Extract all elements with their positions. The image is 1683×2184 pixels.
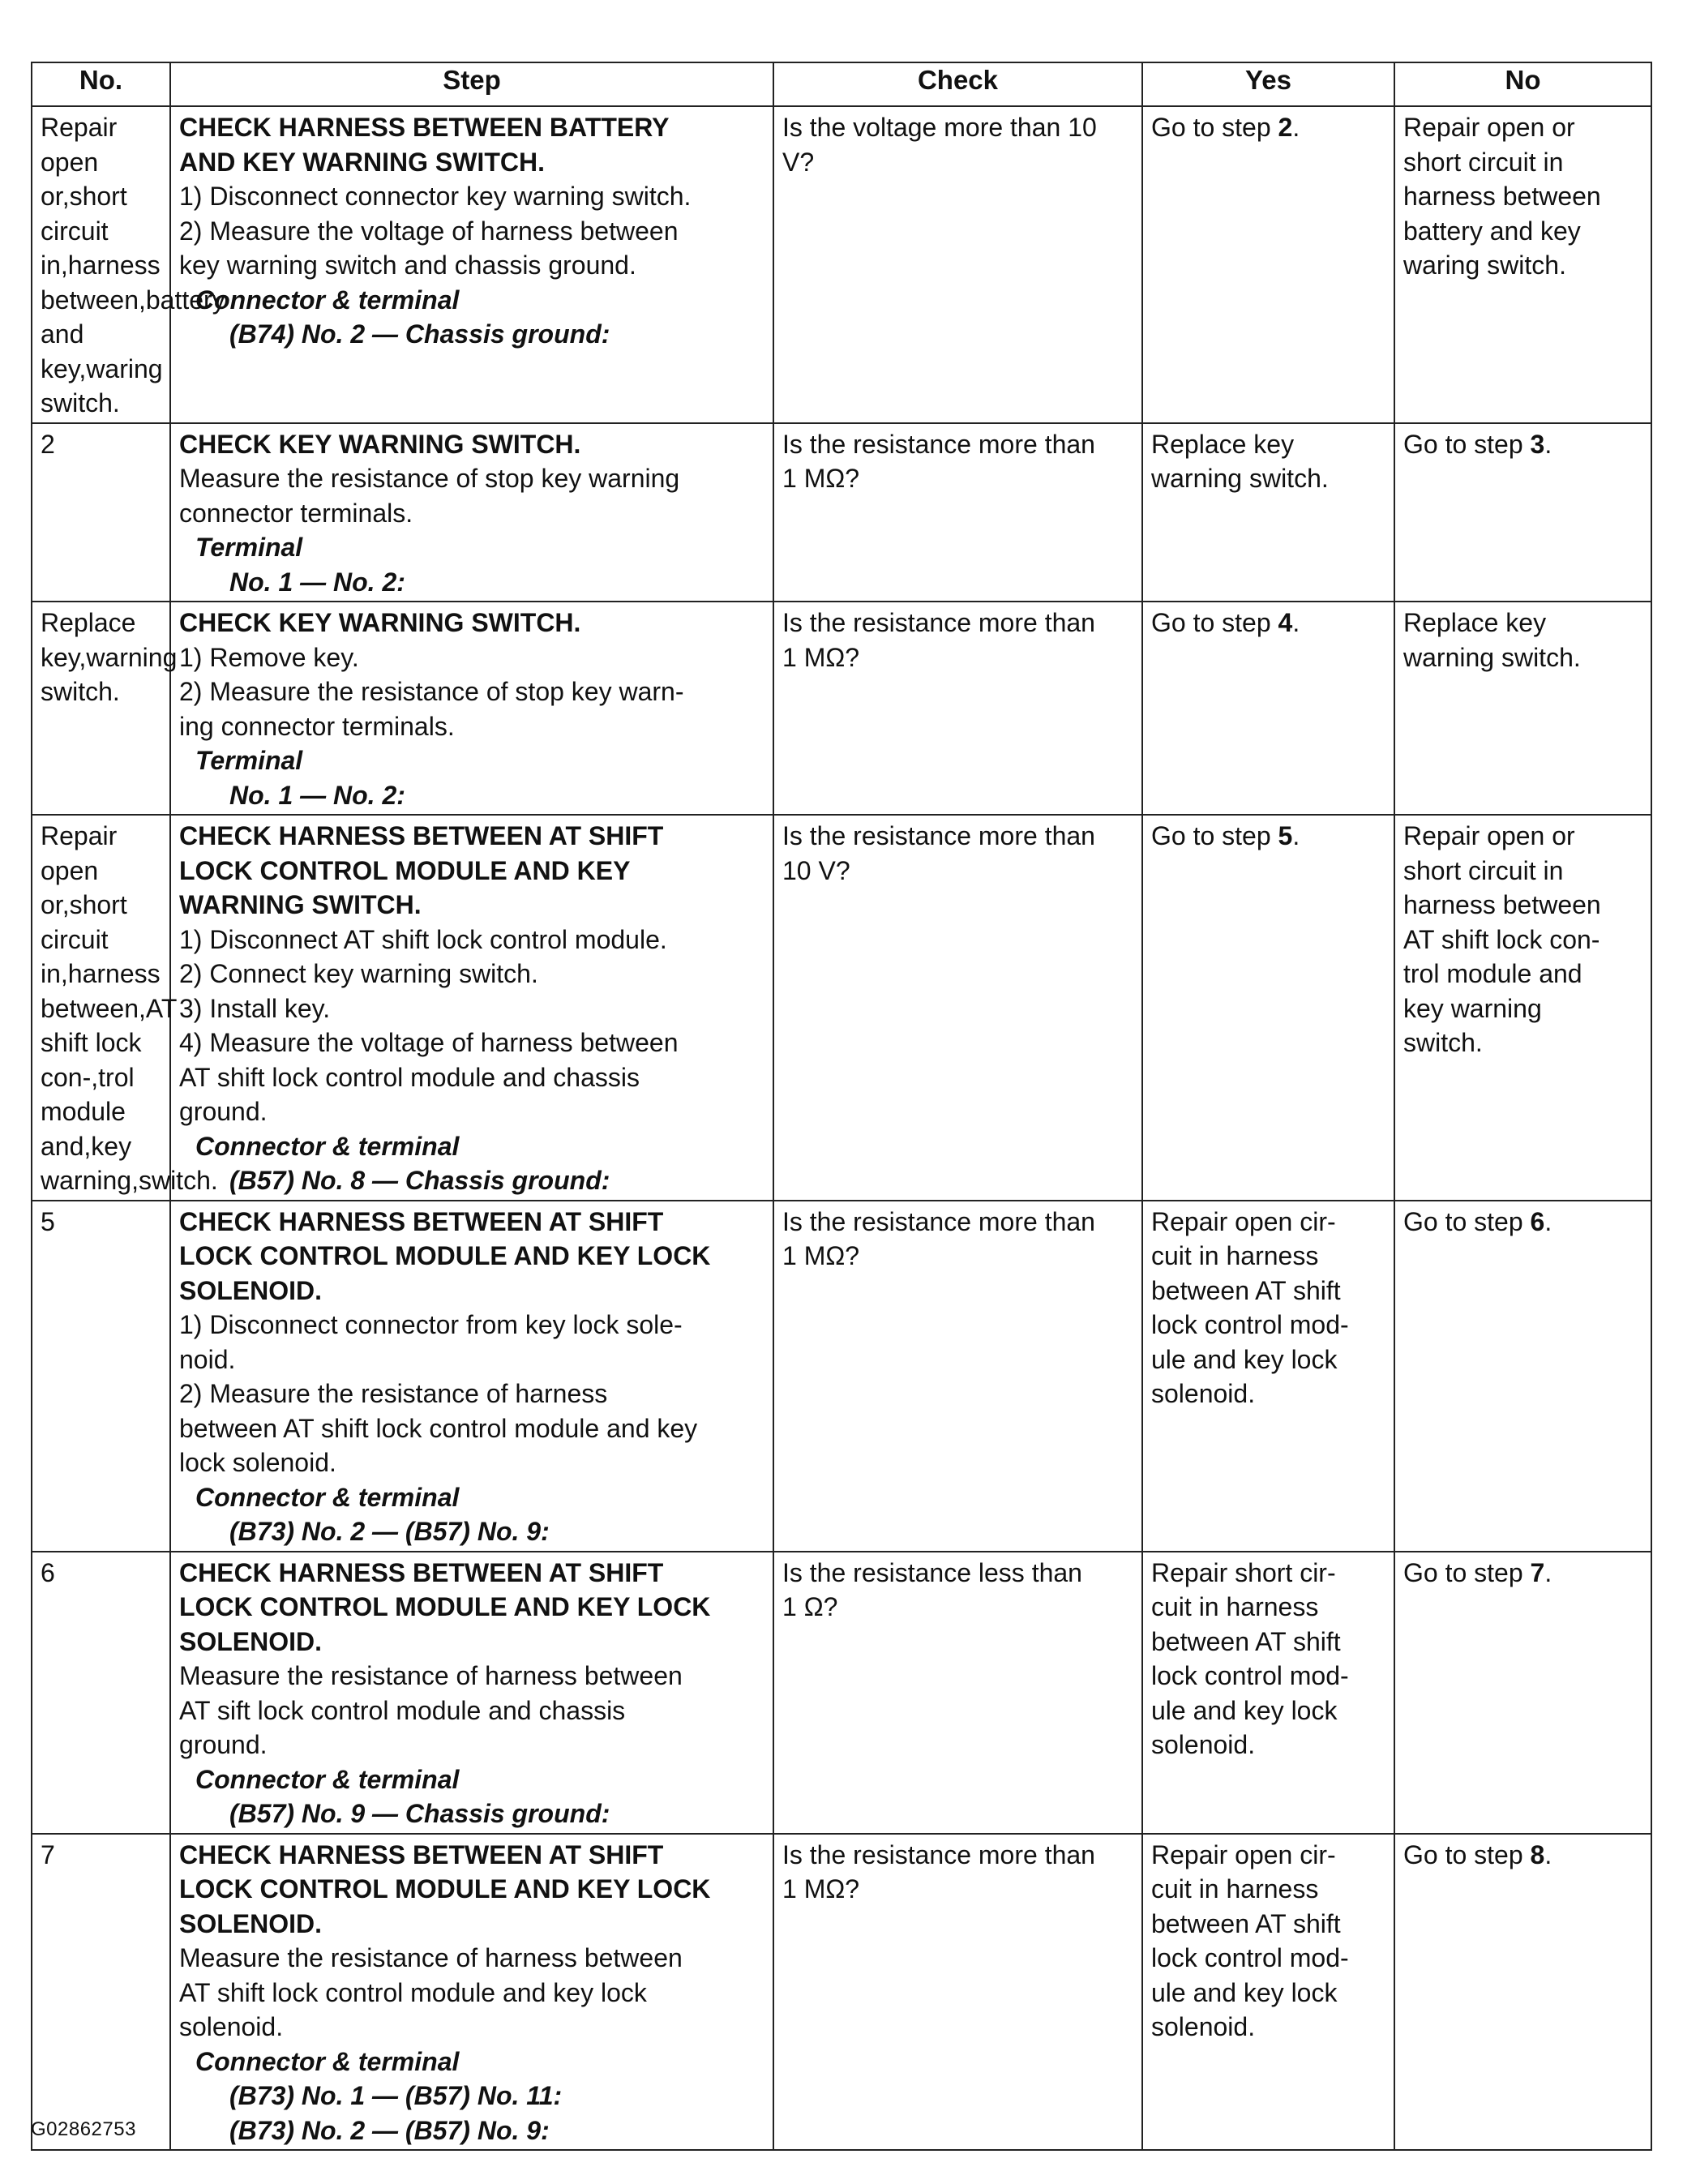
goto-step-number: 8	[1530, 1839, 1545, 1869]
step-number: Repair open or,short circuit in,harness between,battery and key,waring switch.	[32, 106, 170, 423]
goto-step-link	[1403, 1838, 1644, 1873]
check-text: Is the resistance more than	[782, 429, 1095, 459]
check-cell	[773, 1552, 1142, 1834]
step-instruction: 1) Disconnect AT shift lock control module.	[179, 924, 667, 954]
goto-step-prefix: Go to step	[1151, 113, 1278, 142]
check-text: 10 V?	[782, 855, 850, 885]
goto-step-link	[1403, 427, 1644, 462]
spec-label: Connector & terminal	[195, 2046, 460, 2076]
no-text: waring switch.	[1403, 251, 1566, 280]
yes-text: ule and key lock	[1151, 1344, 1338, 1374]
step-instruction: 2) Measure the resistance of harness	[179, 1379, 608, 1408]
no-text: short circuit in	[1403, 147, 1564, 177]
check-cell	[773, 1201, 1142, 1552]
no-text: Repair open or	[1403, 821, 1575, 850]
step-number: 6	[32, 1552, 170, 1834]
diagnostic-table	[31, 62, 1652, 2151]
yes-text: between AT shift	[1151, 1626, 1341, 1656]
goto-step-number: 6	[1530, 1206, 1545, 1236]
step-title: SOLENOID.	[179, 1626, 323, 1656]
check-text: Is the resistance more than	[782, 821, 1095, 850]
goto-step-number: 7	[1530, 1557, 1545, 1587]
check-text: 1 MΩ?	[782, 464, 860, 493]
step-title: WARNING SWITCH.	[179, 890, 422, 919]
step-instruction: lock solenoid.	[179, 1448, 336, 1477]
yes-text: Repair short cir-	[1151, 1557, 1336, 1587]
check-cell	[773, 602, 1142, 815]
goto-step-number: 3	[1530, 429, 1545, 459]
step-number: 5	[32, 1201, 170, 1552]
yes-cell	[1142, 1834, 1394, 2151]
goto-step-number: 2	[1278, 113, 1293, 142]
no-text: harness between	[1403, 182, 1601, 211]
step-instruction: 4) Measure the voltage of harness between	[179, 1028, 679, 1057]
goto-step-link	[1151, 110, 1387, 145]
goto-step-suffix: .	[1292, 608, 1300, 637]
step-instruction: ing connector terminals.	[179, 711, 455, 741]
spec-label: Connector & terminal	[195, 285, 460, 315]
no-cell	[1394, 1834, 1651, 2151]
step-number: Replace key,warning switch.	[32, 602, 170, 815]
header-yes: Yes	[1142, 62, 1394, 106]
step-instruction: AT shift lock control module and chassis	[179, 1062, 640, 1092]
yes-text: Repair open cir-	[1151, 1839, 1336, 1869]
step-cell	[170, 106, 773, 423]
check-cell	[773, 1834, 1142, 2151]
no-cell	[1394, 815, 1651, 1201]
no-cell	[1394, 1201, 1651, 1552]
yes-text: between AT shift	[1151, 1275, 1341, 1305]
yes-text: ule and key lock	[1151, 1977, 1338, 2007]
step-title: CHECK HARNESS BETWEEN AT SHIFT	[179, 821, 664, 850]
goto-step-link	[1403, 1205, 1644, 1240]
step-instruction: 2) Measure the resistance of stop key warn-	[179, 677, 684, 706]
spec-label: Terminal	[195, 746, 303, 775]
table-row	[32, 815, 1651, 1201]
no-text: AT shift lock con-	[1403, 924, 1600, 954]
step-title: CHECK KEY WARNING SWITCH.	[179, 608, 581, 637]
yes-cell	[1142, 1552, 1394, 1834]
spec-label: Connector & terminal	[195, 1131, 460, 1161]
step-number: 7	[32, 1834, 170, 2151]
no-text: short circuit in	[1403, 855, 1564, 885]
step-instruction: AT shift lock control module and key lock	[179, 1977, 647, 2007]
step-cell	[170, 423, 773, 602]
step-title: LOCK CONTROL MODULE AND KEY LOCK	[179, 1241, 711, 1270]
step-instruction: key warning switch and chassis ground.	[179, 251, 636, 280]
check-text: Is the resistance more than	[782, 1839, 1095, 1869]
no-cell	[1394, 602, 1651, 815]
check-text: 1 MΩ?	[782, 642, 860, 672]
spec-label: Connector & terminal	[195, 1482, 460, 1512]
yes-cell	[1142, 1201, 1394, 1552]
step-title: AND KEY WARNING SWITCH.	[179, 147, 545, 177]
yes-cell	[1142, 106, 1394, 423]
table-row	[32, 602, 1651, 815]
no-cell	[1394, 1552, 1651, 1834]
spec-value: (B73) No. 2 — (B57) No. 9:	[229, 2115, 550, 2145]
goto-step-number: 5	[1278, 821, 1293, 850]
step-title: SOLENOID.	[179, 1275, 323, 1305]
step-title: LOCK CONTROL MODULE AND KEY LOCK	[179, 1592, 711, 1621]
step-title: LOCK CONTROL MODULE AND KEY LOCK	[179, 1874, 711, 1904]
yes-cell	[1142, 815, 1394, 1201]
step-instruction: Measure the resistance of harness between	[179, 1943, 683, 1972]
step-cell	[170, 815, 773, 1201]
yes-text: solenoid.	[1151, 1379, 1256, 1408]
step-title: CHECK HARNESS BETWEEN BATTERY	[179, 113, 670, 142]
yes-text: Repair open cir-	[1151, 1206, 1336, 1236]
table-header-row	[32, 62, 1651, 106]
step-cell	[170, 1201, 773, 1552]
goto-step-suffix: .	[1544, 1557, 1552, 1587]
no-text: key warning	[1403, 993, 1542, 1023]
step-cell	[170, 1834, 773, 2151]
goto-step-suffix: .	[1292, 821, 1300, 850]
yes-text: cuit in harness	[1151, 1592, 1319, 1621]
step-instruction: ground.	[179, 1730, 268, 1759]
no-cell	[1394, 106, 1651, 423]
yes-cell	[1142, 602, 1394, 815]
step-instruction: AT sift lock control module and chassis	[179, 1695, 626, 1725]
no-text: trol module and	[1403, 959, 1582, 988]
check-text: Is the resistance less than	[782, 1557, 1082, 1587]
step-instruction: noid.	[179, 1344, 236, 1374]
yes-text: solenoid.	[1151, 1730, 1256, 1759]
table-row	[32, 1201, 1651, 1552]
check-cell	[773, 423, 1142, 602]
step-title: CHECK HARNESS BETWEEN AT SHIFT	[179, 1557, 664, 1587]
step-title: CHECK KEY WARNING SWITCH.	[179, 429, 581, 459]
spec-value: No. 1 — No. 2:	[229, 780, 405, 810]
header-no-action: No	[1394, 62, 1651, 106]
header-no: No.	[32, 62, 170, 106]
yes-text: between AT shift	[1151, 1908, 1341, 1938]
header-check: Check	[773, 62, 1142, 106]
spec-value: (B57) No. 8 — Chassis ground:	[229, 1166, 610, 1195]
no-text: Repair open or	[1403, 113, 1575, 142]
no-text: Replace key	[1403, 608, 1547, 637]
yes-text: lock control mod-	[1151, 1661, 1349, 1690]
goto-step-prefix: Go to step	[1151, 608, 1278, 637]
check-text: V?	[782, 147, 815, 177]
yes-text: ule and key lock	[1151, 1695, 1338, 1725]
yes-text: solenoid.	[1151, 2012, 1256, 2041]
step-instruction: between AT shift lock control module and key	[179, 1413, 698, 1443]
diagnostic-table-container	[31, 62, 1651, 2151]
step-instruction: 1) Disconnect connector from key lock sole-	[179, 1310, 683, 1339]
goto-step-link	[1151, 606, 1387, 640]
no-text: harness between	[1403, 890, 1601, 919]
step-number: 2	[32, 423, 170, 602]
table-row	[32, 1552, 1651, 1834]
step-instruction: 1) Disconnect connector key warning switch.	[179, 182, 692, 211]
goto-step-link	[1151, 819, 1387, 854]
step-title: CHECK HARNESS BETWEEN AT SHIFT	[179, 1206, 664, 1236]
yes-text: warning switch.	[1151, 464, 1329, 493]
goto-step-suffix: .	[1544, 1206, 1552, 1236]
goto-step-suffix: .	[1544, 429, 1552, 459]
step-instruction: Measure the resistance of harness between	[179, 1661, 683, 1690]
step-cell	[170, 1552, 773, 1834]
table-row	[32, 1834, 1651, 2151]
yes-text: cuit in harness	[1151, 1241, 1319, 1270]
spec-label: Terminal	[195, 533, 303, 562]
goto-step-link	[1403, 1556, 1644, 1591]
figure-id: G02862753	[31, 2118, 136, 2140]
goto-step-prefix: Go to step	[1403, 429, 1531, 459]
table-body	[32, 106, 1651, 2150]
spec-value: (B74) No. 2 — Chassis ground:	[229, 319, 610, 349]
step-instruction: solenoid.	[179, 2012, 284, 2041]
spec-value: (B57) No. 9 — Chassis ground:	[229, 1799, 610, 1828]
goto-step-number: 4	[1278, 608, 1293, 637]
yes-cell	[1142, 423, 1394, 602]
yes-text: Replace key	[1151, 429, 1295, 459]
step-title: CHECK HARNESS BETWEEN AT SHIFT	[179, 1839, 664, 1869]
check-text: 1 Ω?	[782, 1592, 838, 1621]
check-cell	[773, 106, 1142, 423]
yes-text: cuit in harness	[1151, 1874, 1319, 1904]
step-number: Repair open or,short circuit in,harness between,AT shift lock con-,trol module and,key warning,switch.	[32, 815, 170, 1201]
step-instruction: ground.	[179, 1097, 268, 1126]
yes-text: lock control mod-	[1151, 1310, 1349, 1339]
goto-step-prefix: Go to step	[1403, 1557, 1531, 1587]
table-row	[32, 106, 1651, 423]
step-instruction: 2) Connect key warning switch.	[179, 959, 538, 988]
step-instruction: Measure the resistance of stop key warning	[179, 464, 680, 493]
check-text: 1 MΩ?	[782, 1874, 860, 1904]
spec-value: (B73) No. 1 — (B57) No. 11:	[229, 2081, 563, 2110]
step-instruction: 2) Measure the voltage of harness between	[179, 216, 679, 246]
check-text: Is the voltage more than 10	[782, 113, 1097, 142]
step-title: SOLENOID.	[179, 1908, 323, 1938]
header-step: Step	[170, 62, 773, 106]
goto-step-prefix: Go to step	[1151, 821, 1278, 850]
table-row	[32, 423, 1651, 602]
no-text: warning switch.	[1403, 642, 1581, 672]
check-text: Is the resistance more than	[782, 608, 1095, 637]
check-text: 1 MΩ?	[782, 1241, 860, 1270]
check-text: Is the resistance more than	[782, 1206, 1095, 1236]
goto-step-suffix: .	[1292, 113, 1300, 142]
check-cell	[773, 815, 1142, 1201]
no-text: switch.	[1403, 1028, 1483, 1057]
goto-step-suffix: .	[1544, 1839, 1552, 1869]
spec-label: Connector & terminal	[195, 1764, 460, 1794]
spec-value: No. 1 — No. 2:	[229, 567, 405, 597]
goto-step-prefix: Go to step	[1403, 1839, 1531, 1869]
goto-step-prefix: Go to step	[1403, 1206, 1531, 1236]
step-instruction: connector terminals.	[179, 498, 413, 528]
yes-text: lock control mod-	[1151, 1943, 1349, 1972]
no-text: battery and key	[1403, 216, 1581, 246]
step-instruction: 3) Install key.	[179, 993, 331, 1023]
step-instruction: 1) Remove key.	[179, 642, 359, 672]
spec-value: (B73) No. 2 — (B57) No. 9:	[229, 1517, 550, 1546]
step-title: LOCK CONTROL MODULE AND KEY	[179, 855, 631, 885]
step-cell	[170, 602, 773, 815]
no-cell	[1394, 423, 1651, 602]
